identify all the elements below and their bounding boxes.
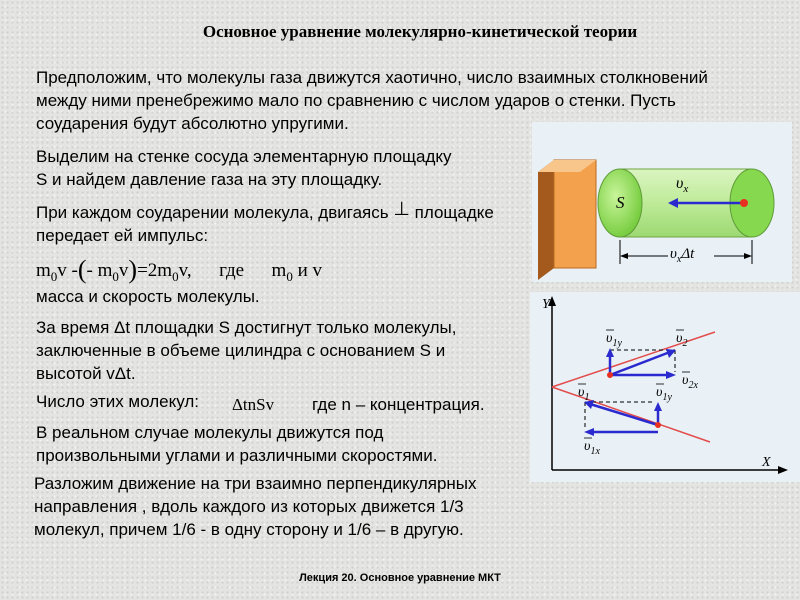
impulse-line2: передает ей импульс: (36, 226, 209, 245)
v2-label: υ (676, 331, 683, 346)
count-where: где n – концентрация. (312, 395, 485, 414)
count-label: Число этих молекул: (36, 392, 199, 411)
formula-gde: где (219, 260, 245, 281)
impulse-formula: $m_0v$ -(- $m_0v)=2m_0v$, где $m_0$ и v (36, 255, 322, 284)
select-area-line: Выделим на стенке сосуда элементарную площадку (36, 147, 452, 166)
decompose-line: молекул, причем 1/6 - в одну сторону и 1/6 – в другую. (34, 520, 464, 539)
time-line: высотой vΔt. (36, 364, 136, 383)
intro-line: между ними пренебрежимо мало по сравнению с числом ударов о стенки. Пусть (36, 91, 676, 110)
select-area-line: S и найдем давление газа на эту площадку. (36, 170, 383, 189)
count-expression: ΔtnSv (232, 395, 275, 414)
vector-figure (530, 292, 800, 482)
svg-text:υ2x: $\upsilon_{2x}$ (682, 373, 698, 391)
count-line (36, 390, 516, 413)
s-label: S (616, 193, 625, 212)
footer: Лекция 20. Основное уравнение МКТ (299, 572, 501, 584)
impulse-text: При каждом соударении молекула, двигаясь (36, 203, 389, 222)
v2x-label: υ (682, 373, 689, 388)
impulse-text-after: площадке (414, 203, 494, 222)
figure2-background (530, 292, 800, 482)
decompose-paragraph (34, 472, 477, 541)
svg-text:υ2: $\upsilon_2$ (676, 331, 688, 349)
v1x-label: υ (584, 439, 591, 454)
real-case-line: В реальном случае молекулы движутся под (36, 423, 384, 442)
wall (554, 160, 596, 268)
intro-line: Предположим, что молекулы газа движутся хаотично, число взаимных столкновений (36, 68, 708, 87)
perpendicular-symbol: ⊥ (393, 199, 410, 220)
real-case-line: произвольными углами и различными скоростями. (36, 446, 438, 465)
cylinder-figure (532, 122, 792, 282)
svg-text:υ1y: $\upsilon_{1y}$ (606, 331, 622, 349)
y-axis-label: Y (542, 297, 550, 312)
x-axis-label: X (762, 455, 771, 470)
page-title: Основное уравнение молекулярно-кинетической теории (202, 22, 638, 41)
formula-and-v: и v (297, 260, 322, 281)
time-line: За время Δt площадки S достигнут только молекулы, (36, 318, 457, 337)
time-paragraph (36, 316, 456, 385)
v1y-upper-label: υ (606, 331, 613, 346)
vx-label: υ (676, 175, 684, 192)
v1-label: υ (578, 385, 585, 400)
impulse-paragraph (36, 201, 494, 247)
wall-side (538, 160, 554, 280)
length-label: υ (670, 246, 677, 262)
svg-text:υ1: $\upsilon_1$ (578, 385, 590, 403)
intro-line: соударения будут абсолютно упругими. (36, 114, 349, 133)
molecule-dot (740, 199, 748, 207)
svg-text:υ1x: $\upsilon_{1x}$ (584, 439, 600, 457)
svg-text:υxΔt: $\upsilon_x\Delta t$ (670, 246, 695, 265)
decompose-line: направления , вдоль каждого из которых движется 1/3 (34, 497, 464, 516)
svg-text:υ1y: $\upsilon_{1y}$ (656, 385, 672, 403)
decompose-line: Разложим движение на три взаимно перпендикулярных (34, 474, 477, 493)
v1y-lower-label: υ (656, 385, 663, 400)
real-case-paragraph (36, 421, 437, 467)
time-line: заключенные в объеме цилиндра с основанием S и (36, 341, 446, 360)
mass-speed-text: масса и скорость молекулы. (36, 287, 260, 306)
svg-text:υx: $\upsilon_x$ (676, 175, 689, 195)
select-area-paragraph (36, 145, 452, 191)
